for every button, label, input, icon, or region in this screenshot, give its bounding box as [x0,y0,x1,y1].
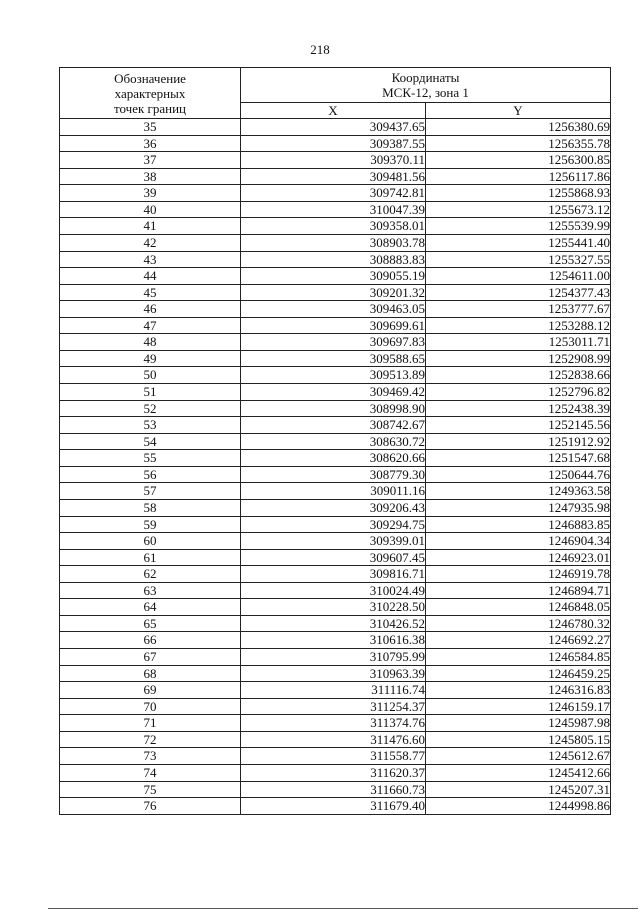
y-cell: 1245612.67 [426,748,611,765]
point-cell: 41 [60,218,241,235]
point-cell: 52 [60,400,241,417]
point-cell: 60 [60,533,241,550]
table-row [60,516,611,533]
point-cell: 75 [60,781,241,798]
y-cell: 1245805.15 [426,731,611,748]
y-cell: 1246904.34 [426,533,611,550]
y-cell: 1246584.85 [426,649,611,666]
y-cell: 1244998.86 [426,798,611,815]
x-cell: 308903.78 [241,234,426,251]
point-designation-header [60,68,241,119]
point-cell: 62 [60,566,241,583]
y-cell: 1252796.82 [426,384,611,401]
x-cell: 309742.81 [241,185,426,202]
table-row [60,218,611,235]
point-cell: 63 [60,582,241,599]
table-row [60,135,611,152]
point-cell: 58 [60,499,241,516]
x-cell: 310616.38 [241,632,426,649]
y-cell: 1252838.66 [426,367,611,384]
coordinates-title-line-2: МСК-12, зона 1 [382,84,469,100]
point-cell: 55 [60,450,241,467]
table-row [60,698,611,715]
y-cell: 1252145.56 [426,417,611,434]
table-row [60,317,611,334]
y-cell: 1253288.12 [426,317,611,334]
y-cell: 1250644.76 [426,466,611,483]
y-cell: 1246692.27 [426,632,611,649]
x-cell: 308779.30 [241,466,426,483]
x-cell: 308998.90 [241,400,426,417]
point-cell: 72 [60,731,241,748]
table-row [60,284,611,301]
x-cell: 309387.55 [241,135,426,152]
point-cell: 67 [60,649,241,666]
table-row [60,201,611,218]
table-row [60,119,611,136]
table-row [60,185,611,202]
table-row [60,764,611,781]
x-cell: 311679.40 [241,798,426,815]
x-cell: 309399.01 [241,533,426,550]
table-row [60,533,611,550]
y-cell: 1246894.71 [426,582,611,599]
point-cell: 35 [60,119,241,136]
y-cell: 1256117.86 [426,168,611,185]
table-row [60,384,611,401]
table-row [60,450,611,467]
table-row [60,417,611,434]
y-cell: 1246316.83 [426,682,611,699]
table-body [60,119,611,815]
table-row [60,731,611,748]
table-row [60,483,611,500]
point-cell: 38 [60,168,241,185]
y-cell: 1251547.68 [426,450,611,467]
point-cell: 39 [60,185,241,202]
y-cell: 1247935.98 [426,499,611,516]
y-cell: 1246459.25 [426,665,611,682]
x-cell: 308742.67 [241,417,426,434]
coordinates-header [241,68,611,103]
point-cell: 61 [60,549,241,566]
y-cell: 1255327.55 [426,251,611,268]
x-cell: 309358.01 [241,218,426,235]
x-cell: 309011.16 [241,483,426,500]
page-number: 218 [310,42,330,57]
table-row [60,649,611,666]
y-cell: 1246883.85 [426,516,611,533]
point-cell: 56 [60,466,241,483]
y-cell: 1252908.99 [426,350,611,367]
table-header [60,68,611,119]
y-cell: 1255539.99 [426,218,611,235]
table-row [60,748,611,765]
point-cell: 76 [60,798,241,815]
point-header-line-2: характерных [114,85,186,101]
table-row [60,152,611,169]
y-cell: 1246919.78 [426,566,611,583]
table-row [60,400,611,417]
y-cell: 1251912.92 [426,433,611,450]
x-cell: 309206.43 [241,499,426,516]
table-row [60,168,611,185]
y-cell: 1245207.31 [426,781,611,798]
point-cell: 54 [60,433,241,450]
x-cell: 311558.77 [241,748,426,765]
point-cell: 74 [60,764,241,781]
x-cell: 309699.61 [241,317,426,334]
table-row [60,234,611,251]
coordinates-table [59,67,611,815]
bottom-rule [48,908,638,909]
x-cell: 309055.19 [241,268,426,285]
x-cell: 309513.89 [241,367,426,384]
y-cell: 1246159.17 [426,698,611,715]
x-cell: 309816.71 [241,566,426,583]
point-cell: 70 [60,698,241,715]
table-row [60,350,611,367]
x-cell: 309370.11 [241,152,426,169]
point-cell: 51 [60,384,241,401]
table-row [60,433,611,450]
x-cell: 309463.05 [241,301,426,318]
point-cell: 59 [60,516,241,533]
coordinates-title-line-1: Координаты [391,69,460,85]
x-cell: 311476.60 [241,731,426,748]
x-cell: 310228.50 [241,599,426,616]
table-row [60,268,611,285]
y-cell: 1255868.93 [426,185,611,202]
point-cell: 47 [60,317,241,334]
y-cell: 1246780.32 [426,615,611,632]
x-cell: 310047.39 [241,201,426,218]
x-cell: 311620.37 [241,764,426,781]
table-row [60,615,611,632]
y-cell: 1245412.66 [426,764,611,781]
x-cell: 309697.83 [241,334,426,351]
table-row [60,301,611,318]
y-cell: 1253011.71 [426,334,611,351]
y-cell: 1254611.00 [426,268,611,285]
point-cell: 40 [60,201,241,218]
x-cell: 309201.32 [241,284,426,301]
x-cell: 310024.49 [241,582,426,599]
x-cell: 309588.65 [241,350,426,367]
x-cell: 309481.56 [241,168,426,185]
y-cell: 1246848.05 [426,599,611,616]
table-row [60,665,611,682]
x-column-header: X [241,102,426,118]
x-cell: 309469.42 [241,384,426,401]
y-cell: 1255673.12 [426,201,611,218]
y-cell: 1246923.01 [426,549,611,566]
y-cell: 1252438.39 [426,400,611,417]
point-cell: 69 [60,682,241,699]
point-cell: 42 [60,234,241,251]
x-cell: 311660.73 [241,781,426,798]
point-cell: 48 [60,334,241,351]
table-row [60,367,611,384]
point-cell: 44 [60,268,241,285]
table-row [60,682,611,699]
point-cell: 71 [60,715,241,732]
point-header-line-1: Обозначение [114,70,186,86]
y-column-header: Y [426,102,611,118]
table-row [60,466,611,483]
table-row [60,715,611,732]
point-cell: 45 [60,284,241,301]
y-cell: 1254377.43 [426,284,611,301]
y-cell: 1256300.85 [426,152,611,169]
y-cell: 1249363.58 [426,483,611,500]
table-row [60,632,611,649]
point-cell: 65 [60,615,241,632]
x-cell: 309294.75 [241,516,426,533]
x-cell: 310795.99 [241,649,426,666]
table-row [60,582,611,599]
point-header-line-3: точек границ [113,100,187,116]
table-row [60,334,611,351]
point-cell: 53 [60,417,241,434]
x-cell: 308620.66 [241,450,426,467]
table-row [60,251,611,268]
x-cell: 311254.37 [241,698,426,715]
x-cell: 309607.45 [241,549,426,566]
x-cell: 310963.39 [241,665,426,682]
table-row [60,781,611,798]
x-cell: 308883.83 [241,251,426,268]
y-cell: 1256380.69 [426,119,611,136]
point-cell: 64 [60,599,241,616]
y-cell: 1245987.98 [426,715,611,732]
point-cell: 57 [60,483,241,500]
x-cell: 311374.76 [241,715,426,732]
point-cell: 37 [60,152,241,169]
y-cell: 1255441.40 [426,234,611,251]
point-cell: 68 [60,665,241,682]
point-cell: 36 [60,135,241,152]
y-cell: 1253777.67 [426,301,611,318]
table-row [60,549,611,566]
table-row [60,499,611,516]
x-cell: 311116.74 [241,682,426,699]
point-cell: 43 [60,251,241,268]
x-cell: 310426.52 [241,615,426,632]
point-cell: 50 [60,367,241,384]
table-row [60,566,611,583]
point-cell: 46 [60,301,241,318]
point-cell: 49 [60,350,241,367]
x-cell: 309437.65 [241,119,426,136]
point-cell: 66 [60,632,241,649]
point-cell: 73 [60,748,241,765]
y-cell: 1256355.78 [426,135,611,152]
table-row [60,599,611,616]
x-cell: 308630.72 [241,433,426,450]
table-row [60,798,611,815]
